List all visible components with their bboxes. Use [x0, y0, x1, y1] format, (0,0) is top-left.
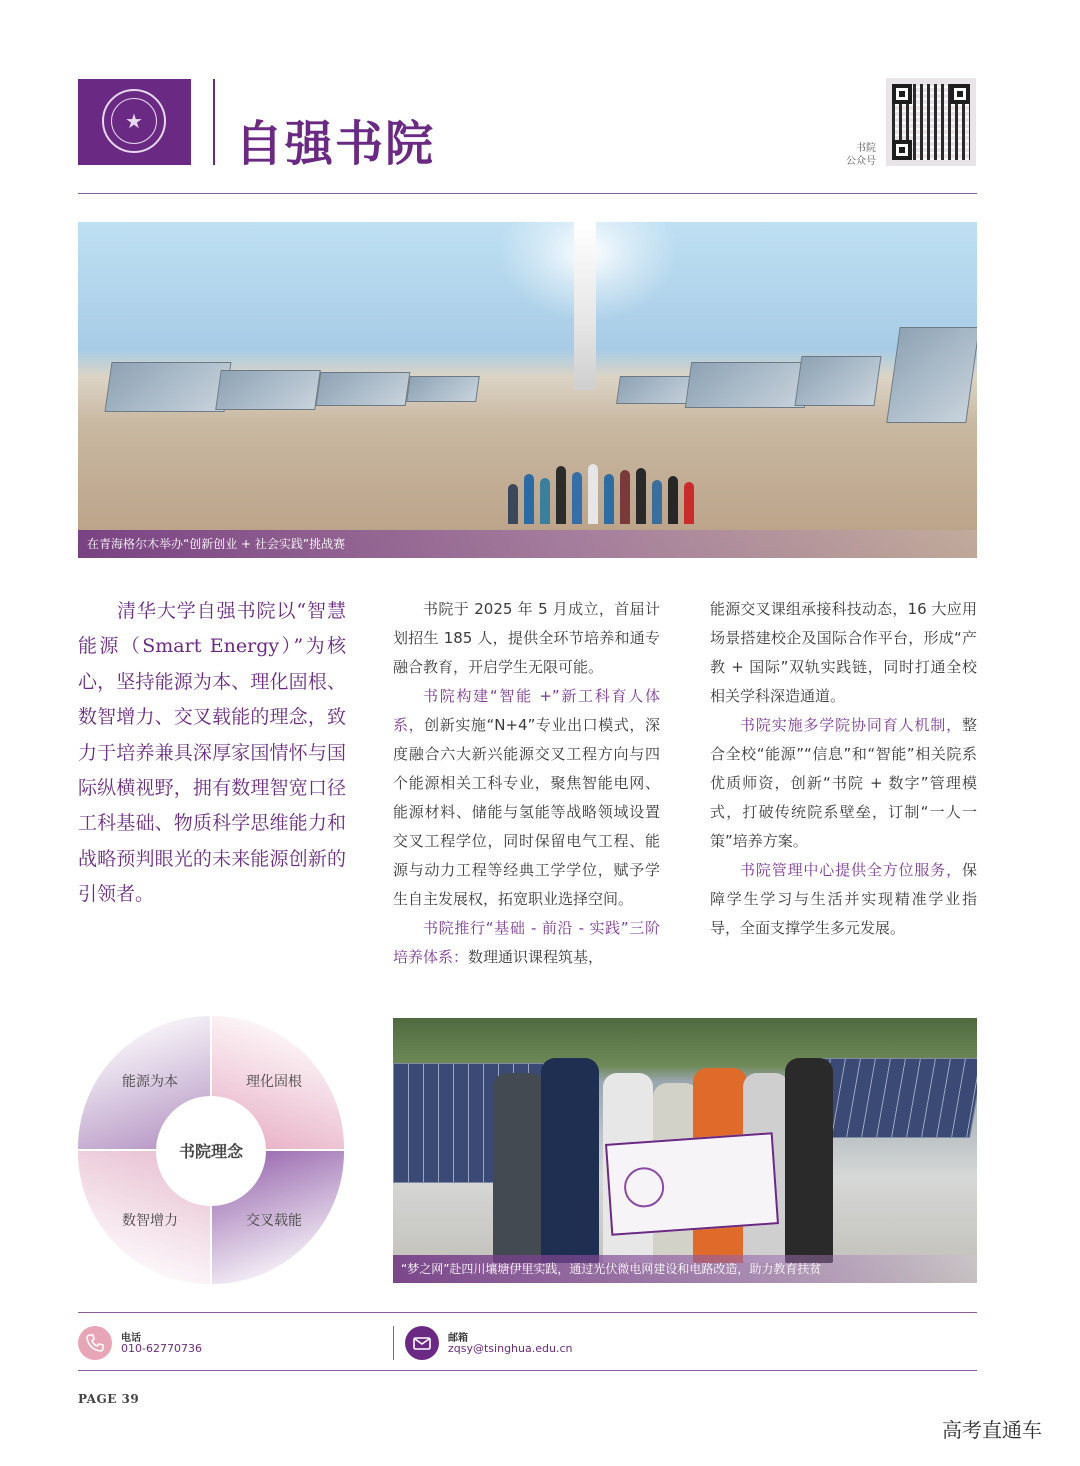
diagram-label-q3: 数智增力	[122, 1213, 178, 1229]
banner-seal-icon	[623, 1166, 666, 1209]
paragraph: 能源交叉课组承接科技动态，16 大应用场景搭建校企及国际合作平台，形成“产教 + 国际”双轨实践链，同时打通全校相关学科深造通道。	[710, 600, 977, 705]
team-banner	[605, 1132, 779, 1235]
mail-icon	[405, 1326, 439, 1360]
photo2-caption: “梦之网”赴四川壤塘伊里实践，通过光伏微电网建设和电路改造，助力教育扶贫	[393, 1255, 977, 1283]
university-logo	[78, 79, 191, 165]
philosophy-diagram	[78, 1016, 344, 1284]
email-address[interactable]: zqsy@tsinghua.edu.cn	[448, 1342, 573, 1355]
paragraph: 书院实施多学院协同育人机制，整合全校“能源”“信息”和“智能”相关院系优质师资，创新“书院 + 数字”管理模式，打破传统院系壁垒，订制“一人一策”培养方案。	[710, 716, 977, 850]
phone-icon	[78, 1326, 112, 1360]
qr-code[interactable]	[886, 78, 976, 166]
diagram-label-q4: 交叉载能	[246, 1213, 302, 1229]
paragraph: 书院于 2025 年 5 月成立，首届计划招生 185 人，提供全环节培养和通专融合教育，开启学生无限可能。	[393, 600, 660, 676]
seal-icon: ★	[102, 89, 166, 153]
paragraph: 书院构建“智能 +”新工科育人体系，创新实施“N+4”专业出口模式，深度融合六大新兴能源交叉工程方向与四个能源相关工科专业，聚焦智能电网、能源材料、储能与氢能等战略领域设置交叉工程学位，同时保留电气工程、能源与动力工程等经典工学学位，赋予学生自主发展权，拓宽职业选择空间。	[393, 687, 660, 908]
qr-label: 书院 公众号	[846, 143, 876, 167]
header-divider	[213, 79, 215, 165]
footer-rule-bottom	[78, 1370, 977, 1371]
page-title: 自强书院	[235, 116, 436, 172]
footer-rule-top	[78, 1312, 977, 1313]
solar-field-photo	[78, 222, 977, 558]
header-rule	[78, 193, 977, 194]
qr-code-icon	[892, 84, 970, 160]
diagram-label-q2: 理化固根	[246, 1074, 302, 1090]
page-number: PAGE 39	[78, 1392, 140, 1406]
intro-text: 清华大学自强书院以“智慧能源（Smart Energy）”为核心，坚持能源为本、理化固根、数智增力、交叉载能的理念，致力于培养兼具深厚家国情怀与国际纵横视野，拥有数理智宽口径工科基础、物质科学思维能力和战略预判眼光的未来能源创新的引领者。	[78, 600, 346, 906]
watermark: 高考直通车	[942, 1418, 1042, 1442]
footer-divider	[393, 1326, 394, 1360]
paragraph: 书院推行“基础 - 前沿 - 实践”三阶培养体系：数理通识课程筑基，	[393, 919, 660, 966]
phone-number[interactable]: 010-62770736	[121, 1342, 202, 1355]
text-column-2	[393, 595, 660, 972]
phone-label: 电话	[121, 1333, 141, 1344]
text-column-3	[710, 595, 977, 943]
paragraph: 书院管理中心提供全方位服务，保障学生学习与生活并实现精准学业指导，全面支撑学生多元发展。	[710, 861, 977, 937]
students-solar-roof-photo	[393, 1018, 977, 1283]
email-label: 邮箱	[448, 1333, 468, 1344]
diagram-center-label: 书院理念	[178, 1142, 243, 1161]
student-group	[498, 454, 698, 524]
diagram-label-q1: 能源为本	[122, 1074, 178, 1090]
photo1-caption: 在青海格尔木举办“创新创业 + 社会实践”挑战赛	[78, 530, 977, 558]
